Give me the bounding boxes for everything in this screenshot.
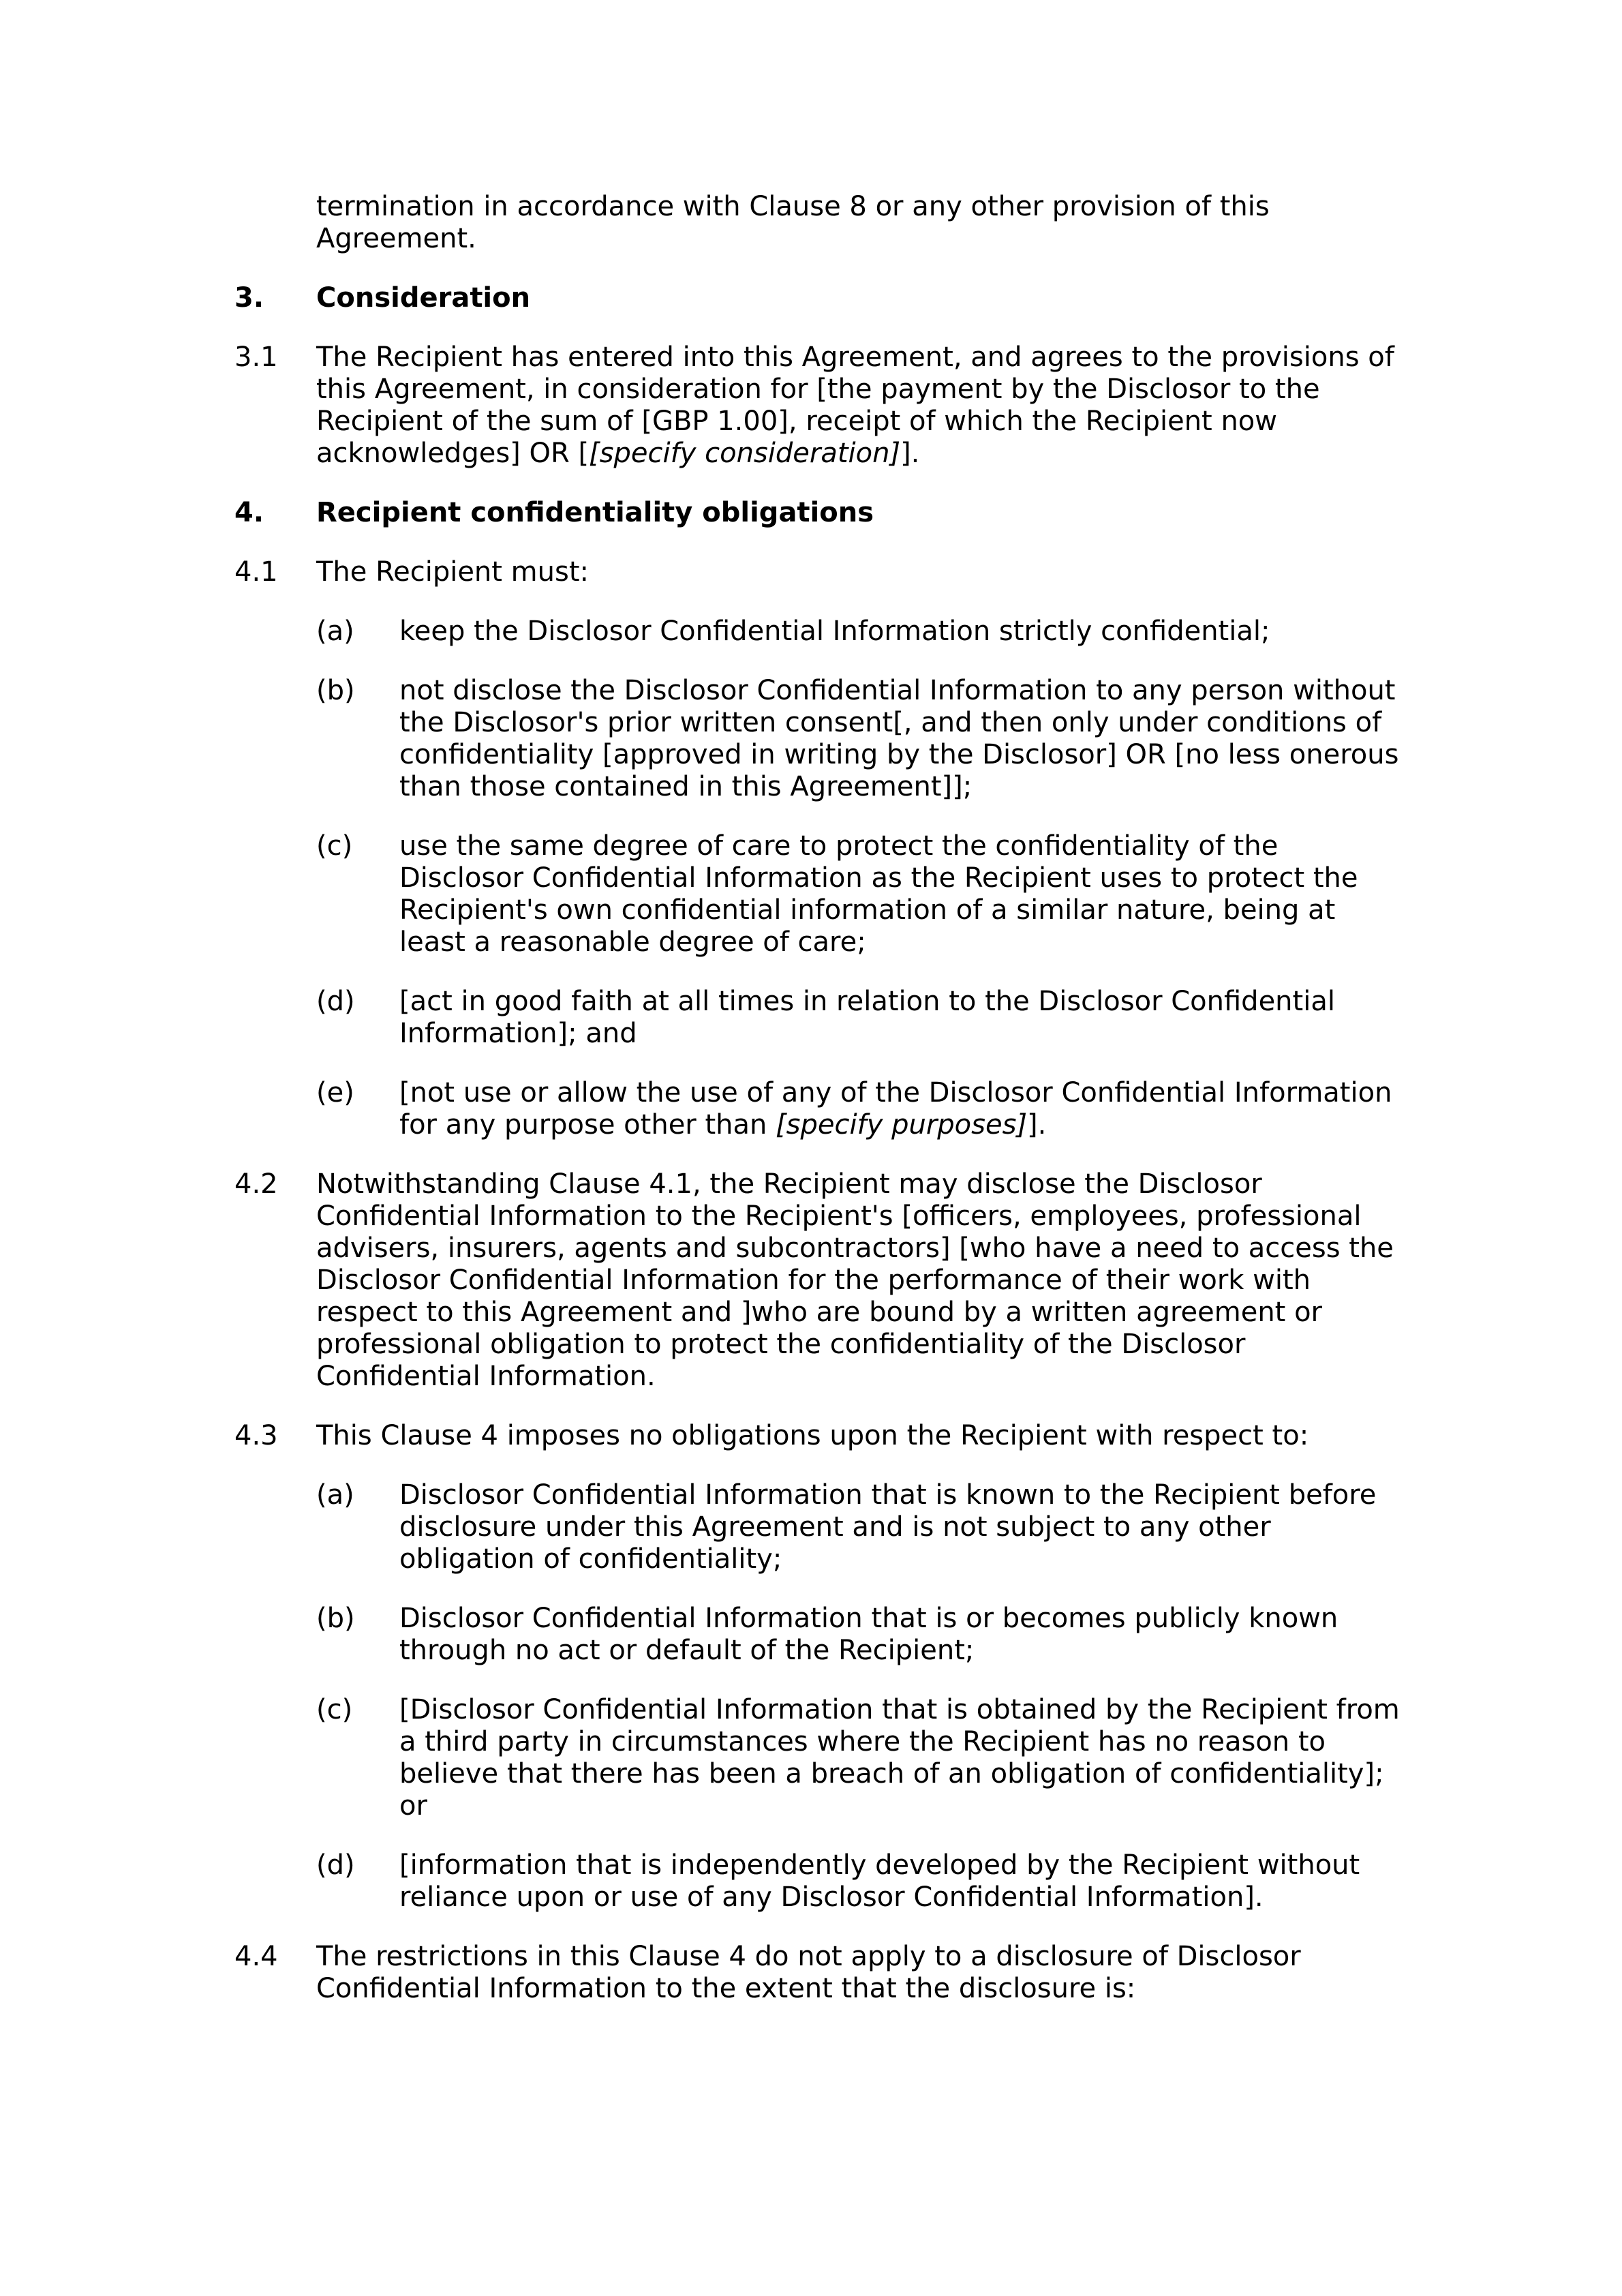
- item-text: [information that is independently developed by the Recipient without reliance upon or use of any Disclosor Confidential Information].: [399, 1849, 1360, 1913]
- item-text: [399, 1077, 1407, 1141]
- item-text: use the same degree of care to protect the confidentiality of the Disclosor Confidential Information as the Recipient uses to protect the Recipient's own confidential information of a similar nature, being at least a reasonable degree of care;: [399, 830, 1358, 958]
- clause-4-2: [234, 1168, 1407, 1393]
- clause-number: 4.3: [234, 1420, 278, 1451]
- section-number: 3.: [234, 282, 264, 314]
- item-label: (c): [316, 1694, 353, 1725]
- item-text: [act in good faith at all times in relation to the Disclosor Confidential Information]; and: [399, 986, 1335, 1049]
- item-label: (e): [316, 1077, 354, 1108]
- item-label: (a): [316, 1479, 354, 1511]
- clause-3-1: [234, 342, 1407, 470]
- clause-4-1-a: [316, 616, 1407, 648]
- clause-text: The restrictions in this Clause 4 do not apply to a disclosure of Disclosor Confidential Information to the extent that the disclosure is:: [316, 1941, 1301, 2004]
- item-text: Disclosor Confidential Information that is known to the Recipient before disclosure under this Agreement and is not subject to any other obligation of confidentiality;: [399, 1479, 1377, 1575]
- item-label: (d): [316, 1849, 355, 1881]
- clause-number: 4.4: [234, 1941, 278, 1972]
- item-label: (c): [316, 830, 353, 862]
- clause-text-part: ].: [900, 438, 920, 469]
- item-label: (b): [316, 675, 355, 706]
- clause-4-4: [234, 1941, 1407, 2005]
- section-title: Consideration: [316, 282, 531, 314]
- clause-4-1-e: [316, 1077, 1407, 1141]
- item-text-part: [not use or allow the use of any of the Disclosor Confidential Information for any purpose other than: [399, 1077, 1392, 1141]
- item-text: Disclosor Confidential Information that is or becomes publicly known through no act or default of the Recipient;: [399, 1603, 1338, 1666]
- clause-text-part: The Recipient has entered into this Agreement, and agrees to the provisions of this Agreement, in consideration for [the payment by the Disclosor to the Recipient of the sum of [GBP 1.00], receipt of which the Recipient now acknowledges] OR [: [316, 342, 1394, 469]
- clause-4-3-a: [316, 1479, 1407, 1575]
- clause-4-1: [234, 556, 1407, 588]
- item-text-part: ].: [1027, 1109, 1047, 1141]
- section-3-heading: [234, 282, 1407, 314]
- clause-4-1-c: [316, 830, 1407, 958]
- clause-number: 4.2: [234, 1168, 278, 1200]
- placeholder-text: [specify purposes]: [776, 1109, 1028, 1141]
- item-label: (d): [316, 986, 355, 1017]
- clause-text: This Clause 4 imposes no obligations upon the Recipient with respect to:: [316, 1420, 1309, 1451]
- item-text: not disclose the Disclosor Confidential Information to any person without the Disclosor's prior written consent[, and then only under conditions of confidentiality [approved in writing by the Disclosor] OR [no less onerous than those contained in this Agreement]];: [399, 675, 1399, 802]
- clause-text: [316, 342, 1407, 470]
- section-number: 4.: [234, 497, 264, 528]
- document-body: [234, 191, 1407, 2005]
- clause-text: The Recipient must:: [316, 556, 589, 588]
- clause-4-3-c: [316, 1694, 1407, 1822]
- clause-4-1-d: [316, 986, 1407, 1050]
- item-text: keep the Disclosor Confidential Information strictly confidential;: [399, 616, 1270, 647]
- clause-4-3-b: [316, 1603, 1407, 1667]
- section-title: Recipient confidentiality obligations: [316, 497, 874, 528]
- placeholder-text: [specify consideration]: [589, 438, 901, 469]
- clause-4-3-d: [316, 1849, 1407, 1914]
- section-4-heading: [234, 497, 1407, 529]
- item-label: (b): [316, 1603, 355, 1634]
- clause-4-3: [234, 1420, 1407, 1452]
- item-label: (a): [316, 616, 354, 647]
- item-text: [Disclosor Confidential Information that is obtained by the Recipient from a third party in circumstances where the Recipient has no reason to believe that there has been a breach of an obligation of confidentiality]; or: [399, 1694, 1400, 1822]
- clause-number: 3.1: [234, 342, 278, 373]
- clause-text: Notwithstanding Clause 4.1, the Recipient may disclose the Disclosor Confidential Information to the Recipient's [officers, employees, professional advisers, insurers, agents and subcontractors] [who have a need to access the Disclosor Confidential Information for the performance of their work with respect to this Agreement and ]who are bound by a written agreement or professional obligation to protect the confidentiality of the Disclosor Confidential Information.: [316, 1168, 1394, 1392]
- clause-number: 4.1: [234, 556, 278, 588]
- clause-text: termination in accordance with Clause 8 or any other provision of this Agreement.: [316, 191, 1270, 254]
- clause-4-1-b: [316, 675, 1407, 803]
- clause-2-continuation: [234, 191, 1407, 255]
